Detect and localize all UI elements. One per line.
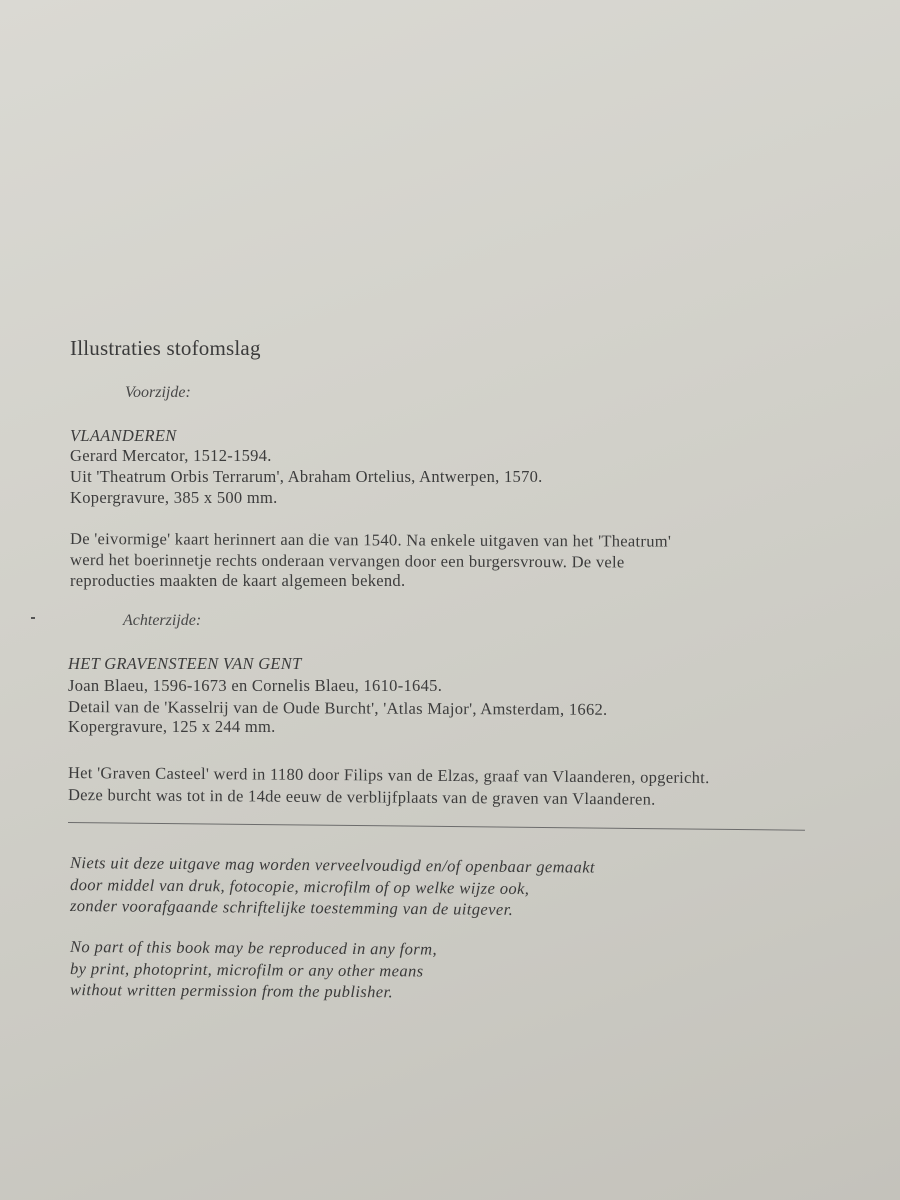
copyright-en-3: without written permission from the publisher.: [69, 980, 394, 1002]
front-description-2: werd het boerinnetje rechts onderaan vervangen door een burgersvrouw. De vele: [69, 550, 625, 572]
back-line-2: Detail van de 'Kasselrij van de Oude Burcht', 'Atlas Major', Amsterdam, 1662.: [67, 697, 608, 719]
page-heading: Illustraties stofomslag: [70, 336, 261, 360]
back-line-1: Joan Blaeu, 1596-1673 en Cornelis Blaeu, 1610-1645.: [68, 676, 443, 695]
back-label: Achterzijde:: [123, 612, 202, 629]
front-description-3: reproducties maakten de kaart algemeen bekend.: [70, 571, 406, 590]
divider-rule: [68, 822, 805, 831]
back-title: HET GRAVENSTEEN VAN GENT: [68, 654, 302, 673]
front-line-2: Uit 'Theatrum Orbis Terrarum', Abraham Ortelius, Antwerpen, 1570.: [70, 467, 543, 486]
front-line-1: Gerard Mercator, 1512-1594.: [70, 446, 272, 465]
copyright-nl-2: door middel van druk, fotocopie, microfilm of op welke wijze ook,: [69, 875, 530, 899]
copyright-nl-3: zonder voorafgaande schriftelijke toestemming van de uitgever.: [69, 896, 514, 919]
front-title: VLAANDEREN: [70, 426, 177, 445]
front-line-3: Kopergravure, 385 x 500 mm.: [70, 488, 278, 507]
front-description-1: De 'eivormige' kaart herinnert aan die van 1540. Na enkele uitgaven van het 'Theatrum': [69, 529, 672, 551]
back-description-2: Deze burcht was tot in de 14de eeuw de verblijfplaats van de graven van Vlaanderen.: [67, 785, 656, 809]
front-label: Voorzijde:: [125, 384, 191, 401]
margin-mark: [31, 617, 35, 619]
back-description-1: Het 'Graven Casteel' werd in 1180 door Filips van de Elzas, graaf van Vlaanderen, opgericht.: [67, 763, 710, 788]
copyright-en-2: by print, photoprint, microfilm or any other means: [69, 959, 424, 981]
copyright-en-1: No part of this book may be reproduced in any form,: [69, 937, 438, 959]
back-line-3: Kopergravure, 125 x 244 mm.: [68, 717, 276, 736]
copyright-nl-1: Niets uit deze uitgave mag worden verveelvoudigd en/of openbaar gemaakt: [69, 853, 596, 877]
